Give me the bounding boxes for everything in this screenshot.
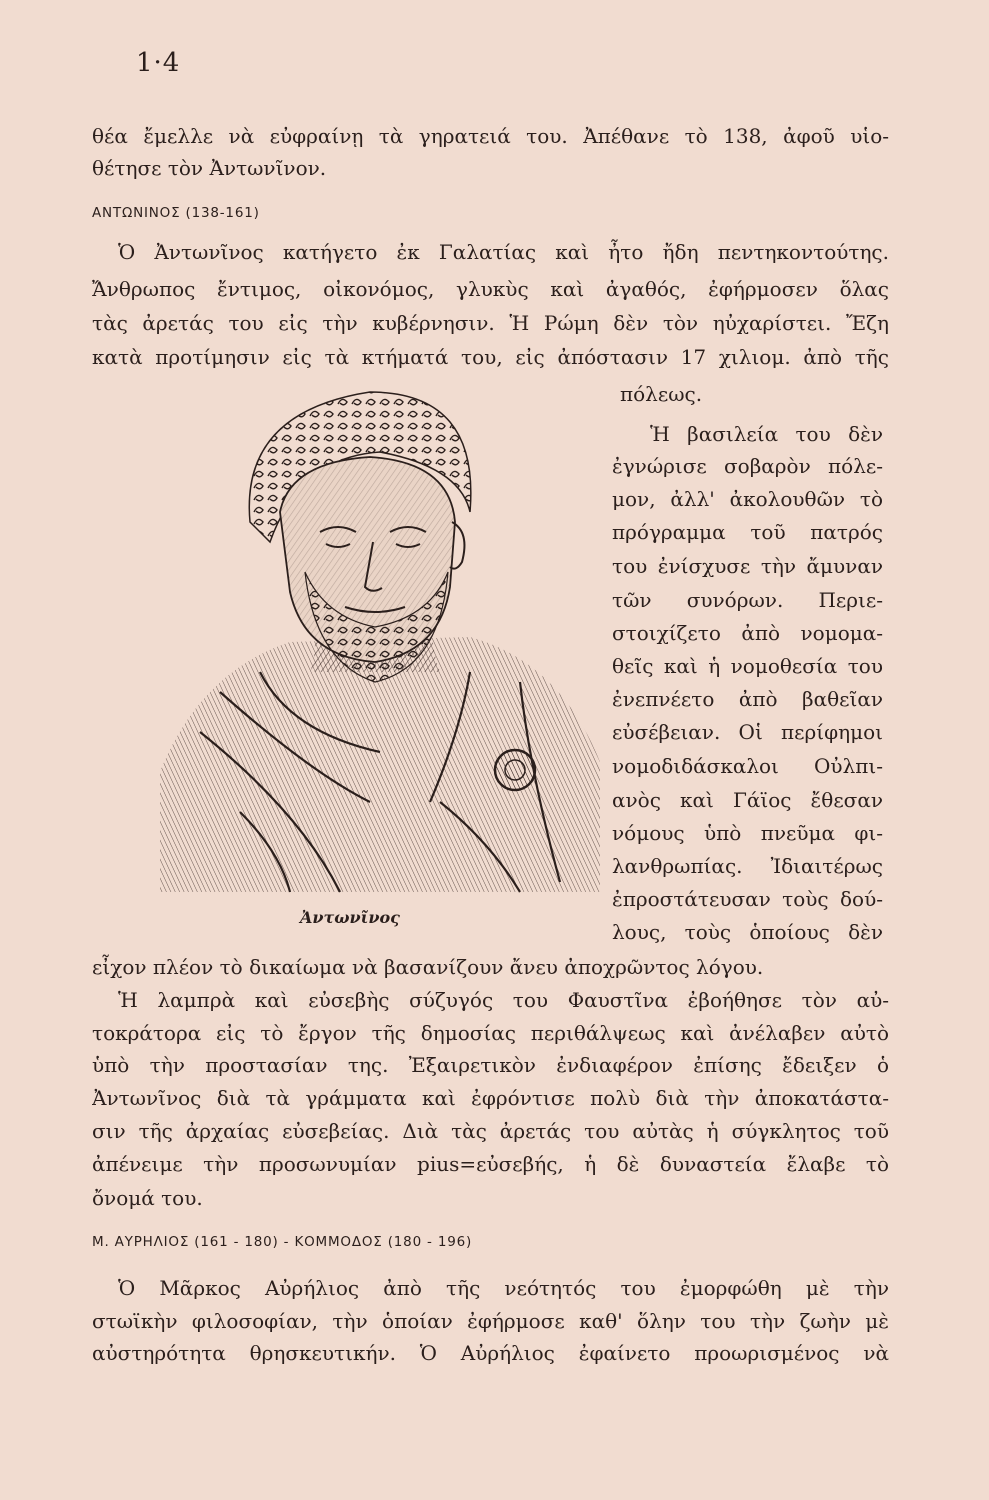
text-line: ὑπὸ τὴν προστασίαν της. Ἐξαιρετικὸν ἐνδιαφέρον ἐπίσης ἔδειξεν ὁ — [92, 1053, 889, 1077]
text-line: πρόγραμμα τοῦ πατρός — [612, 520, 883, 544]
text-line: νόμους ὑπὸ πνεῦμα φι- — [612, 821, 883, 845]
text-line: Ἀντωνῖνος διὰ τὰ γράμματα καὶ ἐφρόντισε πολὺ διὰ τὴν ἀποκατάστα- — [92, 1086, 889, 1110]
text-line: Ἡ λαμπρὰ καὶ εὐσεβὴς σύζυγός του Φαυστῖνα ἐβοήθησε τὸν αὐ- — [118, 988, 889, 1012]
text-line: τοκράτορα εἰς τὸ ἔργον τῆς δημοσίας περιθάλψεως καὶ ἀνέλαβεν αὐτὸ — [92, 1021, 889, 1045]
text-line: στωϊκὴν φιλοσοφίαν, τὴν ὁποίαν ἐφήρμοσε καθ' ὅλην του τὴν ζωὴν μὲ — [92, 1309, 889, 1333]
section-heading-aurelius: Μ. ΑΥΡΗΛΙΟΣ (161 - 180) - ΚΟΜΜΟΔΟΣ (180 - 196) — [92, 1234, 473, 1250]
text-line: νομοδιδάσκαλοι Οὐλπι- — [612, 754, 883, 778]
text-line: τὰς ἀρετάς του εἰς τὴν κυβέρνησιν. Ἡ Ρώμη δὲν τὸν ηὐχαρίστει. Ἔζη — [92, 311, 889, 335]
text-line: ἐπροστάτευσαν τοὺς δού- — [612, 887, 883, 911]
text-line: θέτησε τὸν Ἀντωνῖνον. — [92, 156, 327, 180]
text-line: σιν τῆς ἀρχαίας εὐσεβείας. Διὰ τὰς ἀρετάς του αὐτὰς ἡ σύγκλητος τοῦ — [92, 1119, 889, 1143]
text-line: θεῖς καὶ ἡ νομοθεσία του — [612, 654, 883, 678]
text-line: Ἄνθρωπος ἔντιμος, οἰκονόμος, γλυκὺς καὶ ἀγαθός, ἐφήρμοσεν ὅλας — [92, 277, 889, 301]
text-line: θέα ἔμελλε νὰ εὐφραίνῃ τὰ γηρατειά του. Ἀπέθανε τὸ 138, ἀφοῦ υἱο- — [92, 124, 889, 148]
text-line: του ἐνίσχυσε τὴν ἄμυναν — [612, 554, 883, 578]
text-line: κατὰ προτίμησιν εἰς τὰ κτήματά του, εἰς ἀπόστασιν 17 χιλιομ. ἀπὸ τῆς — [92, 345, 889, 369]
text-line: λανθρωπίας. Ἰδιαιτέρως — [612, 854, 883, 878]
text-line: ὄνομά του. — [92, 1186, 203, 1210]
portrait-engraving-antoninus — [140, 372, 615, 912]
text-line: πόλεως. — [620, 382, 703, 406]
section-heading-antoninos: ΑΝΤΩΝΙΝΟΣ (138-161) — [92, 205, 260, 221]
text-line: στοιχίζετο ἀπὸ νομομα- — [612, 621, 883, 645]
text-line: ἐγνώρισε σοβαρὸν πόλε- — [612, 454, 883, 478]
text-line: Ἡ βασιλεία του δὲν — [650, 422, 883, 446]
text-line: ανὸς καὶ Γάϊος ἔθεσαν — [612, 788, 883, 812]
text-line: Ὁ Ἀντωνῖνος κατήγετο ἐκ Γαλατίας καὶ ἦτο ἤδη πεντηκοντούτης. — [118, 240, 889, 264]
text-line: αὐστηρότητα θρησκευτικήν. Ὁ Αὐρήλιος ἐφαίνετο προωρισμένος νὰ — [92, 1341, 889, 1365]
text-line: μον, ἀλλ' ἀκολουθῶν τὸ — [612, 487, 883, 511]
text-line: εἶχον πλέον τὸ δικαίωμα νὰ βασανίζουν ἄνευ ἀποχρῶντος λόγου. — [92, 955, 764, 979]
text-line: εὐσέβειαν. Οἱ περίφημοι — [612, 720, 883, 744]
text-line: ἐνεπνέετο ἀπὸ βαθεῖαν — [612, 687, 883, 711]
page-number: 1·4 — [136, 48, 181, 78]
text-line: Ὁ Μᾶρκος Αὐρήλιος ἀπὸ τῆς νεότητός του ἐμορφώθη μὲ τὴν — [118, 1276, 889, 1300]
portrait-caption: Ἀντωνῖνος — [300, 908, 400, 927]
text-line: ἀπένειμε τὴν προσωνυμίαν pius=εὐσεβής, ἡ δὲ δυναστεία ἔλαβε τὸ — [92, 1152, 889, 1176]
text-line: λους, τοὺς ὁποίους δὲν — [612, 920, 883, 944]
text-line: τῶν συνόρων. Περιε- — [612, 588, 883, 612]
